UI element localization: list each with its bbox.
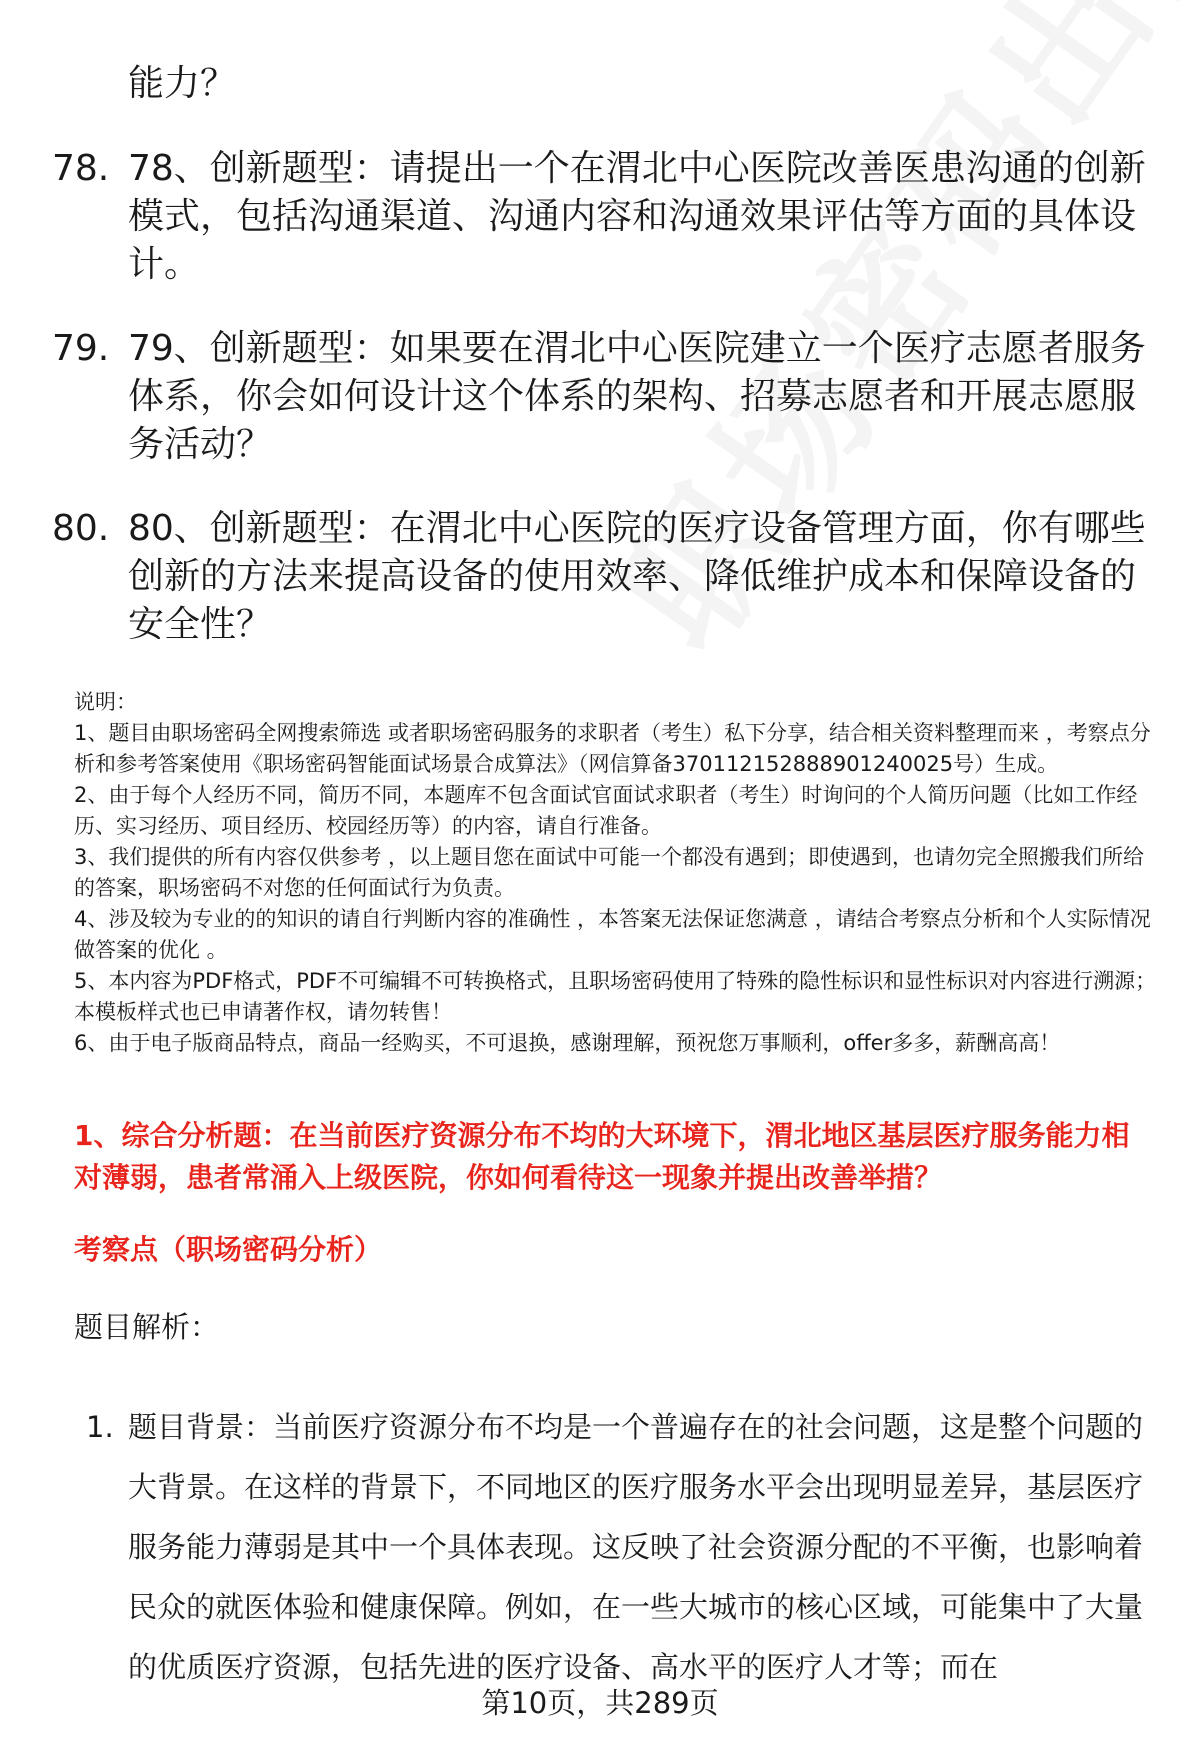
analysis-label: 题目解析： xyxy=(74,1310,220,1344)
question-number: 78. xyxy=(52,148,110,189)
kaochadian-heading: 考察点（职场密码分析） xyxy=(74,1233,383,1266)
note-item: 5、本内容为PDF格式，PDF不可编辑不可转换格式，且职场密码使用了特殊的隐性标识和显性标识对内容进行溯源；本模板样式也已申请著作权，请勿转售！ xyxy=(74,969,1157,1024)
page-footer: 第10页，共289页 xyxy=(481,1686,719,1720)
analysis-item-number: 1. xyxy=(86,1410,114,1444)
question-text: 79、创新题型：如果要在渭北中心医院建立一个医疗志愿者服务体系，你会如何设计这个体系的架构、招募志愿者和开展志愿服务活动？ xyxy=(128,328,1146,465)
analysis-item-text: 题目背景：当前医疗资源分布不均是一个普遍存在的社会问题，这是整个问题的大背景。在这样的背景下，不同地区的医疗服务水平会出现明显差异，基层医疗服务能力薄弱是其中一个具体表现。这反映了社会资源分配的不平衡，也影响着民众的就医体验和健康保障。例如，在一些大城市的核心区域，可能集中了大量的优质医疗资源，包括先进的医疗设备、高水平的医疗人才等；而在 xyxy=(128,1410,1144,1684)
question-text: 78、创新题型：请提出一个在渭北中心医院改善医患沟通的创新模式，包括沟通渠道、沟通内容和沟通效果评估等方面的具体设计。 xyxy=(128,148,1146,285)
continuation-text: 能力？ xyxy=(128,63,237,104)
note-item: 4、涉及较为专业的的知识的请自行判断内容的准确性 ，本答案无法保证您满意 ，请结合考察点分析和个人实际情况做答案的优化 。 xyxy=(74,907,1151,962)
notes-title: 说明： xyxy=(74,690,137,714)
question-text: 80、创新题型：在渭北中心医院的医疗设备管理方面，你有哪些创新的方法来提高设备的使用效率、降低维护成本和保障设备的安全性？ xyxy=(128,508,1146,645)
question-number: 79. xyxy=(52,328,110,369)
note-item: 6、由于电子版商品特点，商品一经购买，不可退换，感谢理解，预祝您万事顺利，offer多多，薪酬高高！ xyxy=(74,1031,1061,1055)
question-number: 80. xyxy=(52,508,110,549)
notes-section xyxy=(74,687,1164,1059)
note-item: 3、我们提供的所有内容仅供参考 ，以上题目您在面试中可能一个都没有遇到；即使遇到，也请勿完全照搬我们所给的答案，职场密码不对您的任何面试行为负责。 xyxy=(74,845,1145,900)
note-item: 2、由于每个人经历不同，简历不同，本题库不包含面试官面试求职者（考生）时询问的个人简历问题（比如工作经历、实习经历、项目经历、校园经历等）的内容，请自行准备。 xyxy=(74,783,1138,838)
note-item: 1、题目由职场密码全网搜索筛选 或者职场密码服务的求职者（考生）私下分享，结合相关资料整理而来 ，考察点分析和参考答案使用《职场密码智能面试场景合成算法》（网信算备370112152888901240025号）生成。 xyxy=(74,721,1151,776)
question-heading: 1、综合分析题：在当前医疗资源分布不均的大环境下，渭北地区基层医疗服务能力相对薄弱，患者常涌入上级医院，你如何看待这一现象并提出改善举措？ xyxy=(74,1119,1130,1194)
